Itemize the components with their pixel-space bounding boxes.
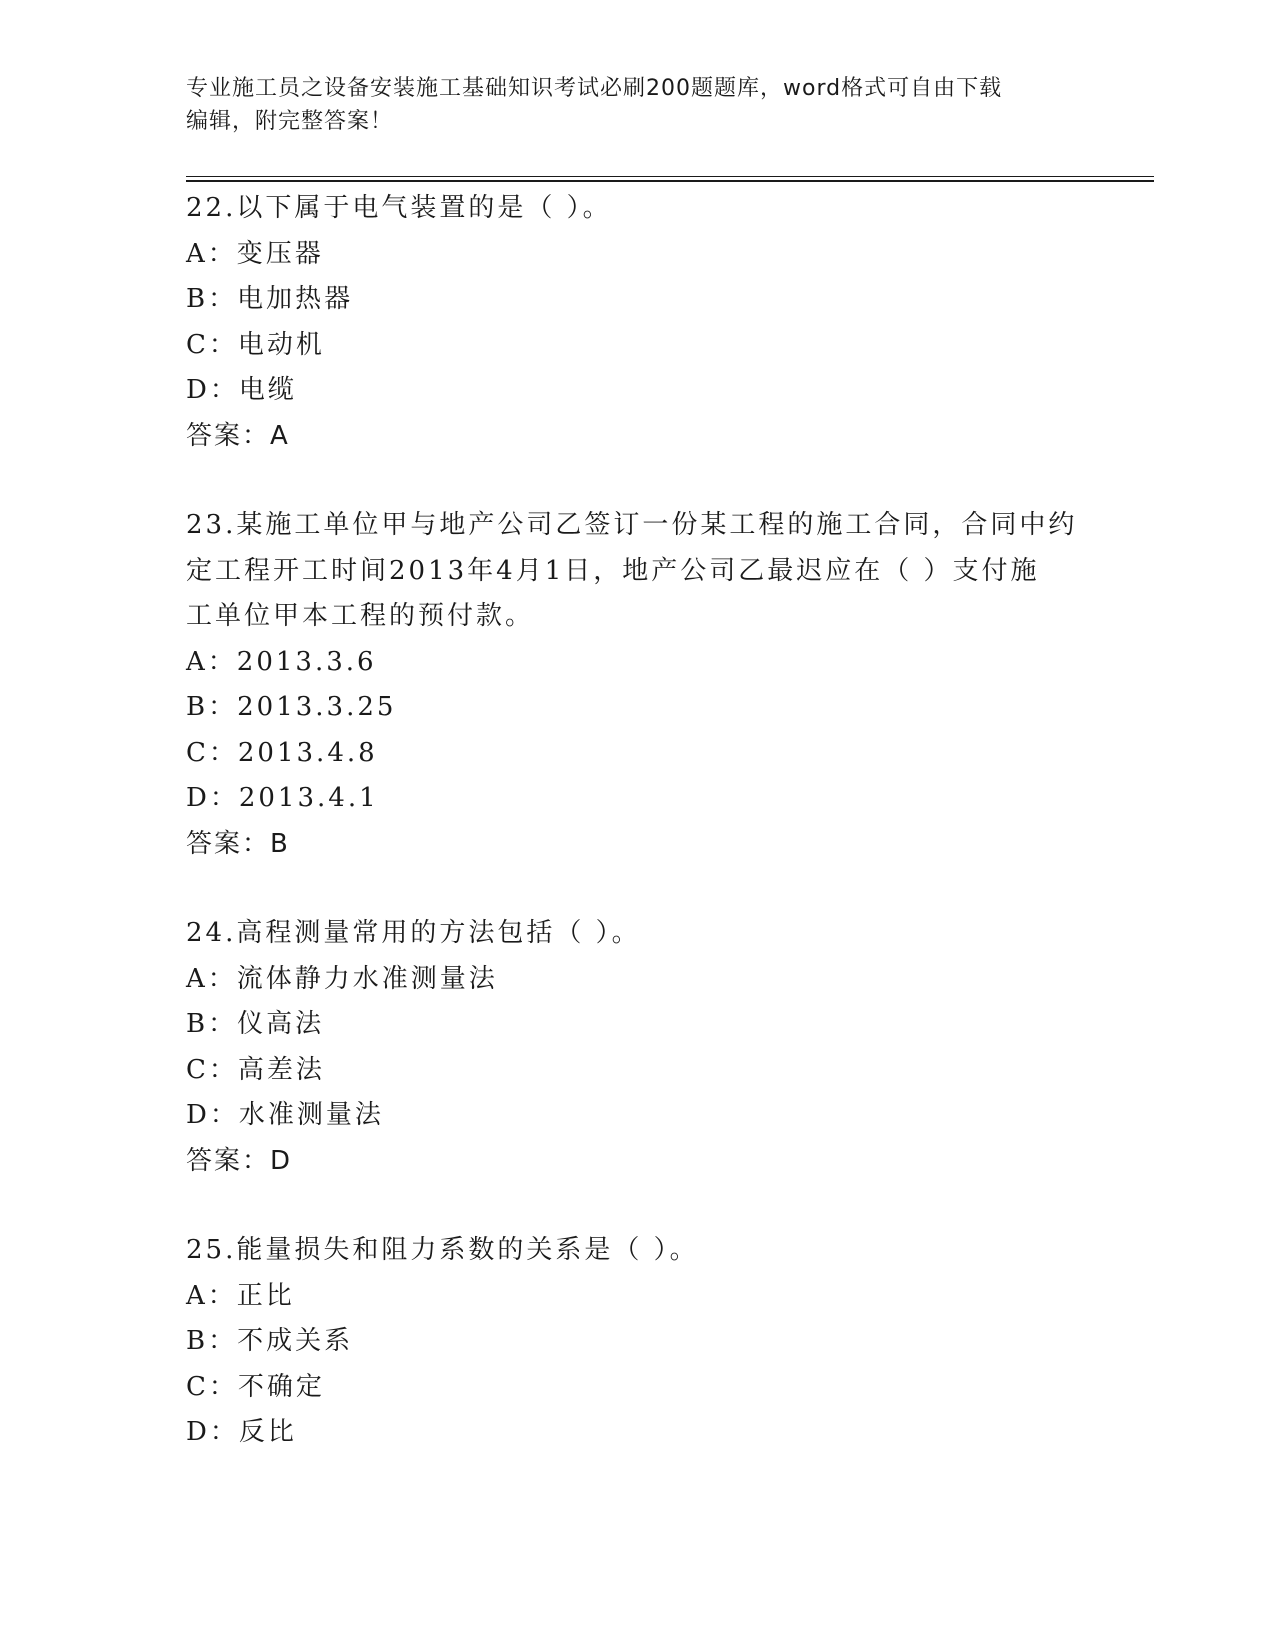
question-stem-line: 24.高程测量常用的方法包括（ ）。 xyxy=(186,918,641,948)
option-a: A：变压器 xyxy=(186,238,324,269)
header-divider-thick xyxy=(186,180,1154,182)
option-c: C：不确定 xyxy=(186,1371,325,1402)
question-list xyxy=(186,186,1086,1500)
question-24 xyxy=(186,911,1086,1184)
option-a: A：2013.3.6 xyxy=(186,646,377,677)
header-line-1: 专业施工员之设备安装施工基础知识考试必刷200题题库，word格式可自由下载 xyxy=(186,76,1003,101)
option-b: B：不成关系 xyxy=(186,1326,354,1356)
document-header xyxy=(186,72,1066,138)
option-d: D：电缆 xyxy=(186,375,297,405)
answer-line: 答案：D xyxy=(186,1145,293,1176)
question-23 xyxy=(186,503,1086,867)
option-d: D：2013.4.1 xyxy=(186,783,379,813)
question-stem-line: 定工程开工时间2013年4月1日，地产公司乙最迟应在（ ）支付施 xyxy=(186,555,1040,586)
question-stem-line: 23.某施工单位甲与地产公司乙签订一份某工程的施工合同，合同中约 xyxy=(186,510,1078,540)
question-stem xyxy=(186,186,1086,232)
answer-line: 答案：B xyxy=(186,828,290,859)
option-a: A：正比 xyxy=(186,1280,295,1311)
option-d: D：反比 xyxy=(186,1417,297,1447)
question-stem xyxy=(186,911,1086,957)
question-stem-line: 25.能量损失和阻力系数的关系是（ ）。 xyxy=(186,1235,699,1265)
header-line-2: 编辑，附完整答案！ xyxy=(186,109,394,134)
option-b: B：2013.3.25 xyxy=(186,692,397,722)
option-c: C：2013.4.8 xyxy=(186,737,378,768)
question-stem-line: 工单位甲本工程的预付款。 xyxy=(186,601,535,631)
option-d: D：水准测量法 xyxy=(186,1100,384,1130)
header-divider-thin xyxy=(186,176,1154,177)
option-c: C：高差法 xyxy=(186,1054,325,1085)
option-b: B：仪高法 xyxy=(186,1009,325,1039)
question-stem-line: 22.以下属于电气装置的是（ ）。 xyxy=(186,193,612,223)
answer-line: 答案：A xyxy=(186,420,290,451)
option-c: C：电动机 xyxy=(186,329,325,360)
question-22 xyxy=(186,186,1086,459)
option-b: B：电加热器 xyxy=(186,284,354,314)
option-a: A：流体静力水准测量法 xyxy=(186,963,498,994)
question-stem xyxy=(186,503,1086,640)
question-25 xyxy=(186,1228,1086,1456)
question-stem xyxy=(186,1228,1086,1274)
